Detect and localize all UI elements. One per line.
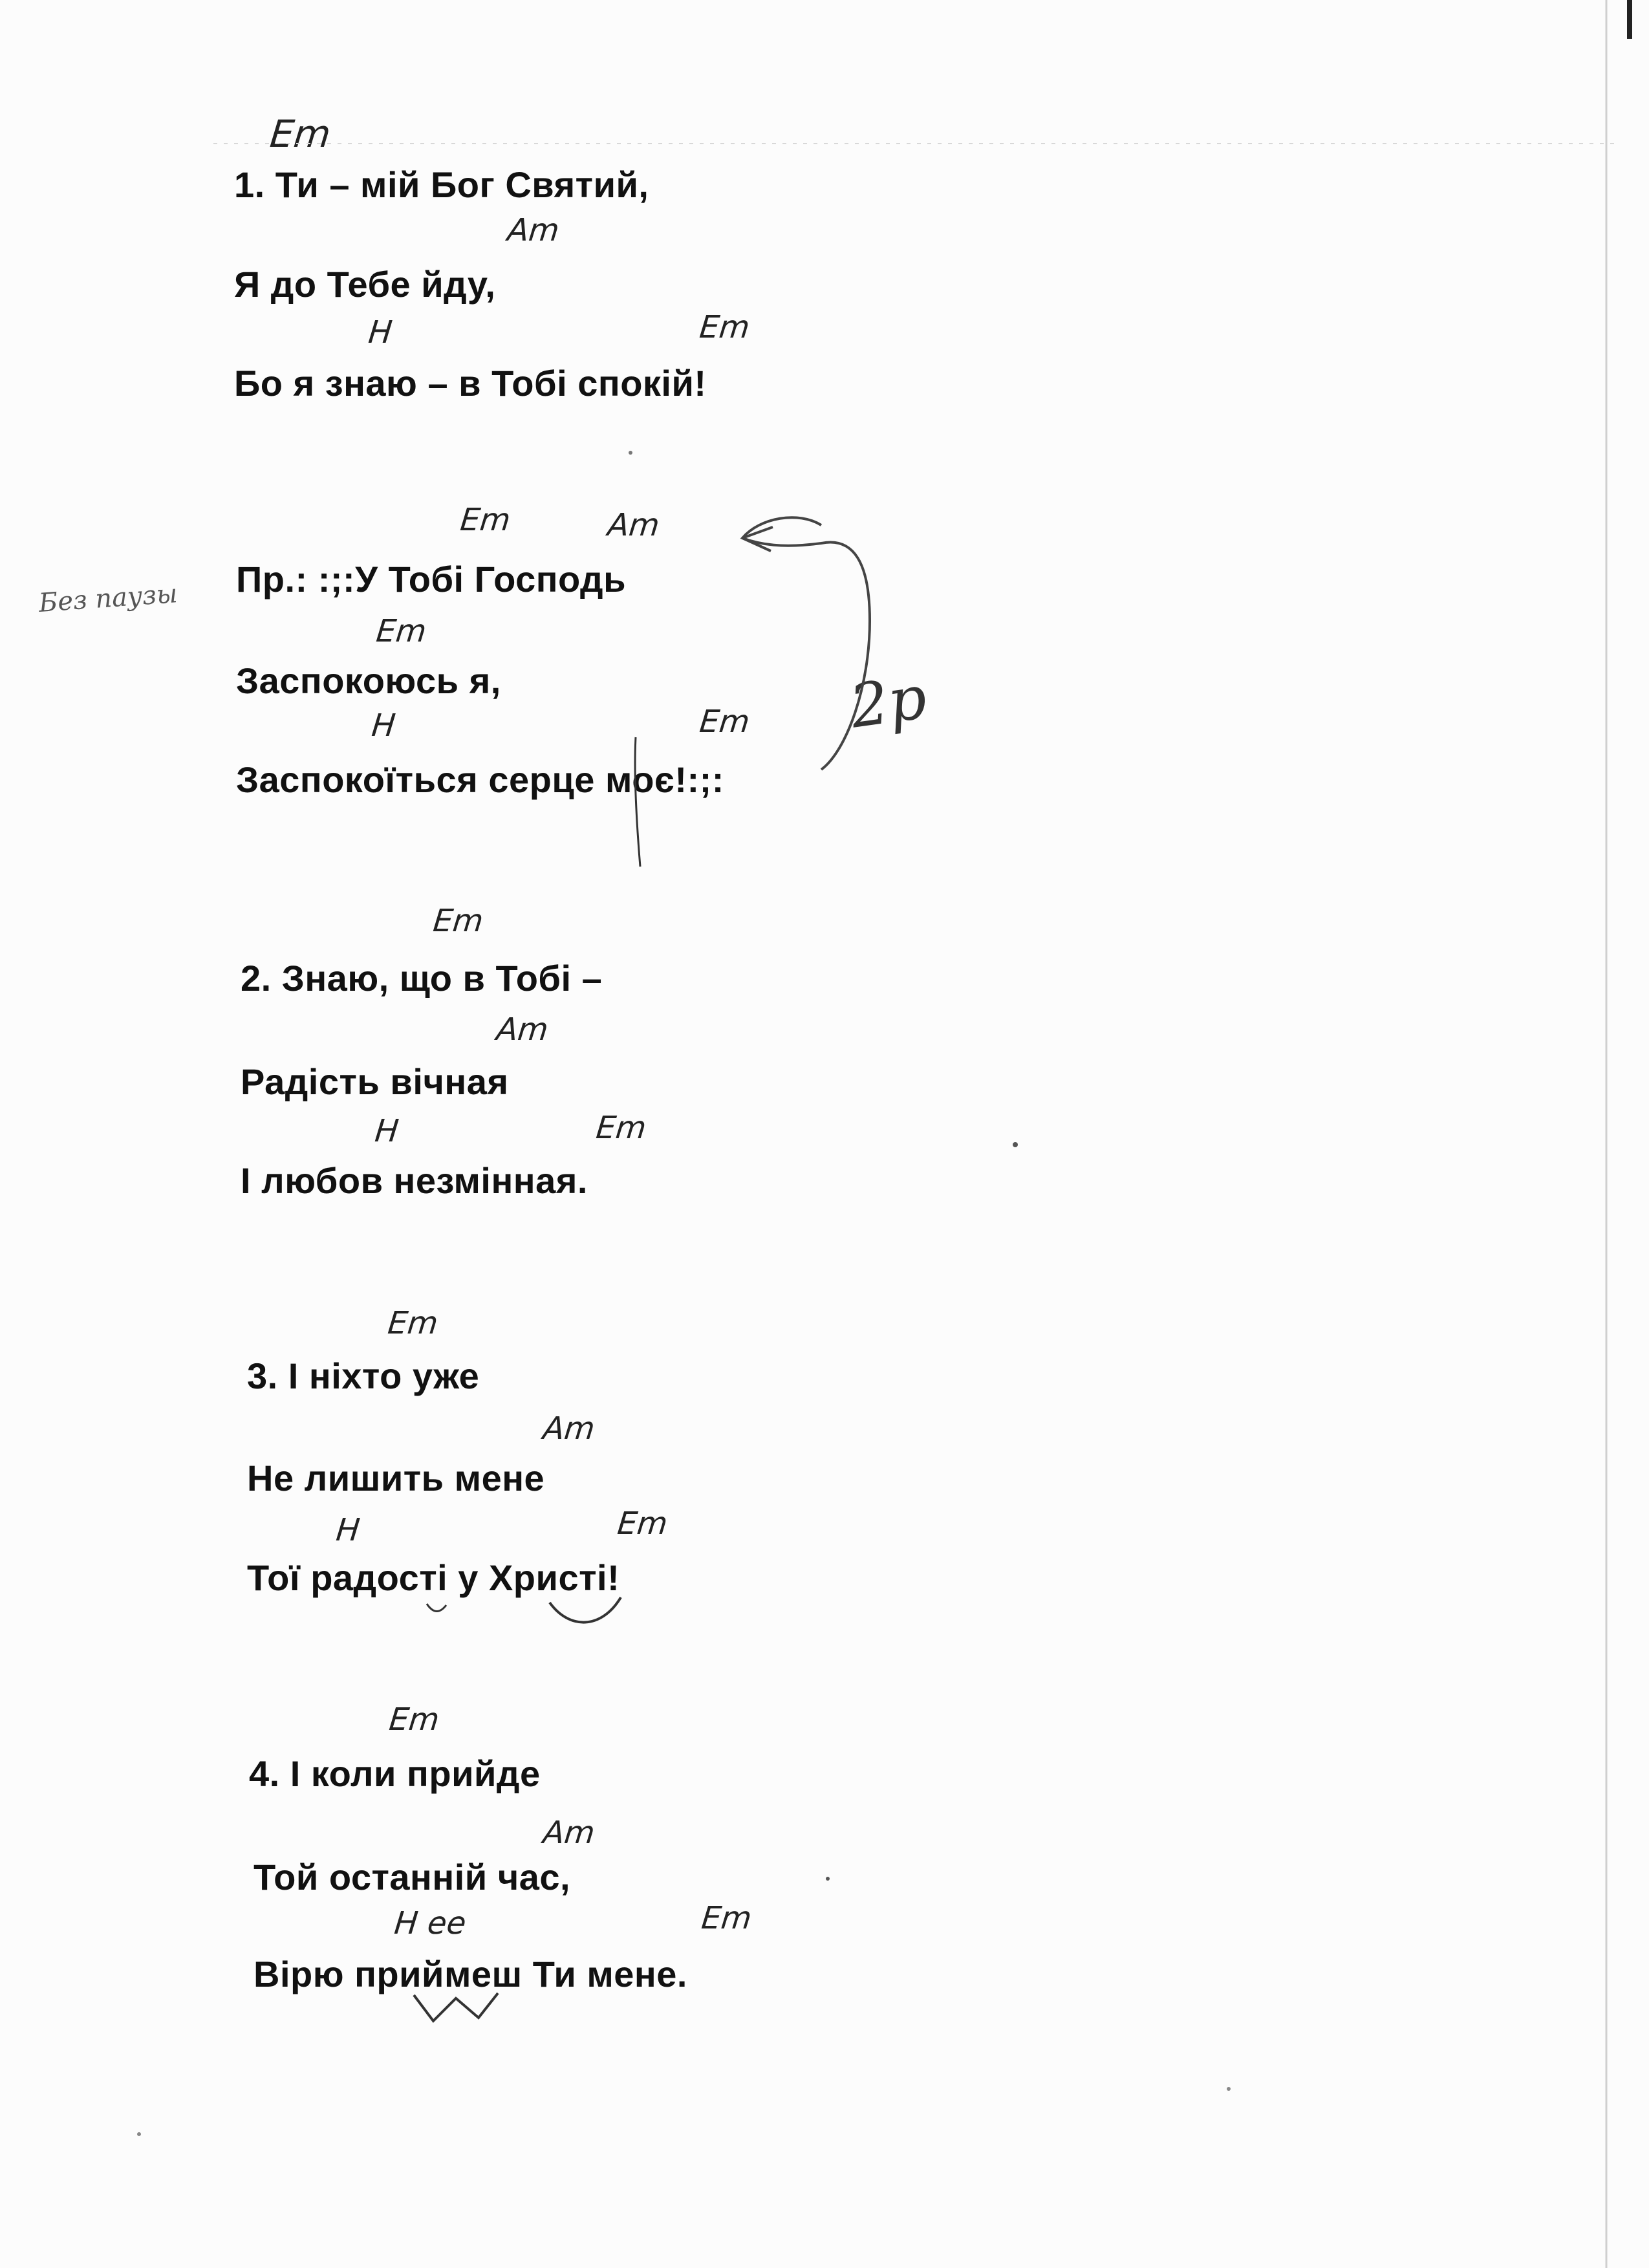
verse2-line2: Радість вічная	[241, 1061, 509, 1102]
chord-ch-l3-em: Em	[698, 704, 752, 740]
chord-v2-l3-em: Em	[594, 1110, 649, 1146]
speck	[137, 2132, 141, 2136]
repeat-bracket	[742, 517, 870, 770]
speck	[1013, 1142, 1018, 1147]
chorus-line2: Заспокоюсь я,	[236, 660, 501, 701]
chord-v4-l2-am: Am	[541, 1815, 597, 1851]
chord-v2-l3-h: H	[373, 1113, 401, 1149]
chord-v2-l1-em: Em	[431, 903, 486, 939]
chord-v3-l3-em: Em	[616, 1506, 670, 1542]
verse3-line1: 3. І ніхто уже	[247, 1355, 480, 1396]
chord-v2-l2-am: Am	[495, 1011, 550, 1048]
verse4-line1: 4. І коли прийде	[249, 1753, 541, 1794]
verse3-line3: Тої радості у Христі!	[247, 1557, 620, 1598]
chord-v3-l2-am: Am	[541, 1410, 597, 1447]
chord-v1-l2-am: Am	[506, 212, 561, 248]
verse2-line1: 2. Знаю, що в Тобі –	[241, 958, 603, 999]
verse1-line2: Я до Тебе йду,	[234, 264, 496, 305]
chord-v4-l1-em: Em	[387, 1701, 442, 1738]
handwritten-note-no-pause: Без паузы	[38, 579, 178, 618]
verse1-line3: Бо я знаю – в Тобі спокій!	[234, 363, 707, 404]
speck	[629, 451, 632, 455]
speck	[1227, 2087, 1231, 2091]
chord-v1-l3-em: Em	[698, 309, 752, 345]
chorus-line1: Пр.: :;:У Тобі Господь	[236, 559, 626, 599]
verse1-line1: 1. Ти – мій Бог Святий,	[234, 164, 649, 205]
verse2-line3: І любов незмінная.	[241, 1160, 588, 1201]
chord-v4-l3-h-ee: Н ее	[393, 1905, 468, 1941]
chord-v3-l1-em: Em	[386, 1305, 440, 1341]
chord-v3-l3-h: H	[334, 1512, 362, 1548]
chord-ch-l3-h: H	[370, 707, 398, 744]
pen-mark-small-curve	[427, 1604, 446, 1612]
pen-mark-curve	[550, 1597, 621, 1623]
verse4-line3: Вірю приймеш Ти мене.	[253, 1954, 687, 1994]
chorus-line3: Заспокоїться серце моє!:;:	[236, 759, 724, 800]
chord-v1-l1-em: Em	[268, 112, 333, 156]
chord-ch-l1-am: Am	[606, 507, 662, 543]
chord-ch-l1-em: Em	[458, 502, 513, 538]
chord-v1-l3-h: H	[367, 314, 394, 351]
chord-v4-l3-em: Em	[700, 1900, 754, 1936]
pen-stroke-vertical	[635, 737, 640, 867]
handwritten-repeat-mark: 2р	[846, 662, 931, 742]
repeat-arrow-head	[742, 527, 773, 551]
speck	[826, 1877, 830, 1881]
verse4-line2: Той останній час,	[253, 1857, 571, 1897]
chord-ch-l2-em: Em	[374, 613, 429, 649]
pen-mark-zigzag	[414, 1993, 498, 2021]
verse3-line2: Не лишить мене	[247, 1458, 545, 1498]
